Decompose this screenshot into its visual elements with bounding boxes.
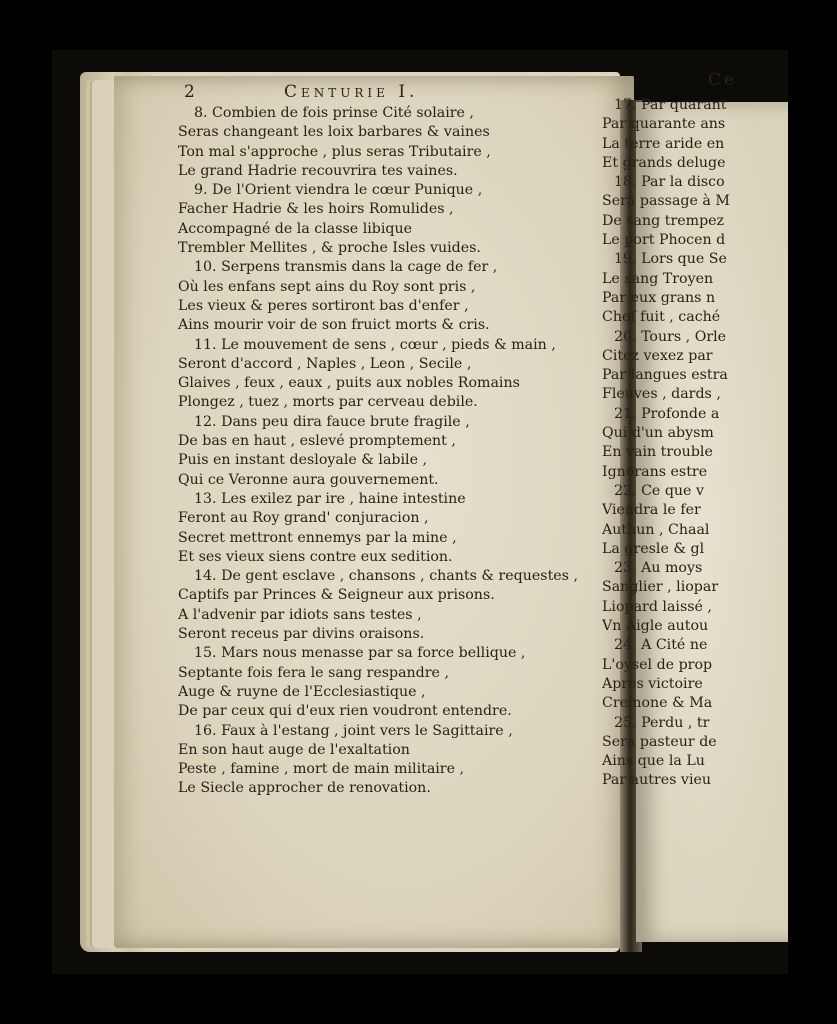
page-number: 2 [184,82,198,102]
quatrain-first-line: 10. Serpens transmis dans la cage de fer , [194,259,498,276]
verse-line: Seront d'accord , Naples , Leon , Secile , [178,355,472,372]
verse-line: Facher Hadrie & les hoirs Romulides , [178,201,454,218]
verse-line: Apres victoire [602,675,703,692]
quatrain-first-line: 15. Mars nous menasse par sa force bellique , [194,645,526,662]
verse-line: Le grand Hadrie recouvrira tes vaines. [178,162,458,179]
verse-line: Liopard laissé , [602,598,712,615]
quatrain-first-line: 20. Tours , Orle [614,328,727,345]
verse-line: Où les enfans sept ains du Roy sont pris , [178,278,476,295]
verse-line: Seras changeant les loix barbares & vaines [178,124,490,141]
verse-line: A l'advenir par idiots sans testes , [178,606,422,623]
quatrain-first-line: 14. De gent esclave , chansons , chants & requestes , [194,568,578,585]
verse-line: Par quarante ans [602,116,726,133]
verse-line: Glaives , feux , eaux , puits aux nobles Romains [178,375,520,392]
quatrain-first-line: 8. Combien de fois prinse Cité solaire , [194,105,474,121]
quatrain-first-line: 24. A Cité ne [614,637,708,654]
quatrain-first-line: 9. De l'Orient viendra le cœur Punique , [194,182,483,199]
right-page-header: Ce [708,70,738,90]
verse-line: Sera pasteur de [602,733,717,750]
quatrain-first-line: 16. Faux à l'estang , joint vers le Sagittaire , [194,722,513,739]
verse-line: Par langues estra [602,367,728,384]
verse-line: De sang trempez [602,212,725,229]
verse-line: Fleuves , dards , [602,386,721,403]
verse-line: Le sang Troyen [602,270,714,287]
verse-line: L'oysel de prop [602,656,713,673]
verse-line: Par eux grans n [602,289,716,306]
verse-line: Citez vexez par [602,347,713,364]
verse-line: Et grands deluge [602,154,726,171]
quatrain-first-line: 19. Lors que Se [614,251,727,268]
verse-line: Viendra le fer [602,502,701,519]
running-title: Centurie I. [284,82,419,102]
verse-line: Auge & ruyne de l'Ecclesiastique , [178,683,426,700]
quatrain-first-line: 11. Le mouvement de sens , cœur , pieds & main , [194,336,556,353]
verse-line: Et ses vieux siens contre eux sedition. [178,548,453,565]
quatrain-first-line: 21. Profonde a [614,405,720,422]
verse-line: Seront receus par divins oraisons. [178,626,425,643]
quatrain-first-line: 17. Par quarant [614,97,727,113]
verse-line: Le Siecle approcher de renovation. [178,780,431,797]
verse-line: Qui d'un abysm [602,425,714,442]
verse-line: Septante fois fera le sang respandre , [178,664,449,681]
quatrain-first-line: 18. Par la disco [614,174,725,191]
verse-line: Qui ce Veronne aura gouvernement. [178,471,439,488]
verse-line: Vn Aigle autou [602,618,709,635]
verse-line: La terre aride en [602,135,725,152]
verse-line: Cremone & Ma [602,695,713,712]
verse-line: Les vieux & peres sortiront bas d'enfer , [178,297,469,314]
verse-line: Ignorans estre [602,463,708,480]
verse-line: De bas en haut , eslevé promptement , [178,433,456,450]
verse-line: Ton mal s'approche , plus seras Tributaire , [178,143,491,160]
verse-line: Trembler Mellites , & proche Isles vuides. [178,240,481,257]
verse-line: Plongez , tuez , morts par cerveau debile. [178,394,478,411]
verse-line: Peste , famine , mort de main militaire , [178,761,465,778]
verse-line: En son haut auge de l'exaltation [178,741,410,758]
verse-line: Ains que la Lu [602,753,705,770]
quatrain-first-line: 23. Au moys [614,560,703,577]
verse-line: Secret mettront ennemys par la mine , [178,529,457,546]
verse-line: Sera passage à M [602,193,730,210]
quatrain-first-line: 25. Perdu , tr [614,714,710,731]
verse-line: De par ceux qui d'eux rien voudront entendre. [178,703,512,720]
verse-line: En vain trouble [602,444,713,461]
verse-line: La gresle & gl [602,540,705,557]
verse-line: Puis en instant desloyale & labile , [178,452,427,469]
quatrain-first-line: 22. Ce que v [614,482,704,499]
verse-line: Captifs par Princes & Seigneur aux prisons. [178,587,495,604]
verse-line: Accompagné de la classe libique [178,220,413,237]
verse-line: Chef fuit , caché [602,309,721,326]
right-verse-block [602,96,742,791]
verse-line: Le port Phocen d [602,232,726,249]
verse-line: Sanglier , liopar [602,579,719,596]
verse-line: Ains mourir voir de son fruict morts & cris. [178,317,490,334]
verse-line: Par autres vieu [602,772,712,789]
left-verse-block [178,104,578,799]
verse-line: Authun , Chaal [602,521,710,538]
quatrain-first-line: 12. Dans peu dira fauce brute fragile , [194,413,470,430]
verse-line: Feront au Roy grand' conjuracion , [178,510,429,527]
quatrain-first-line: 13. Les exilez par ire , haine intestine [194,490,466,507]
